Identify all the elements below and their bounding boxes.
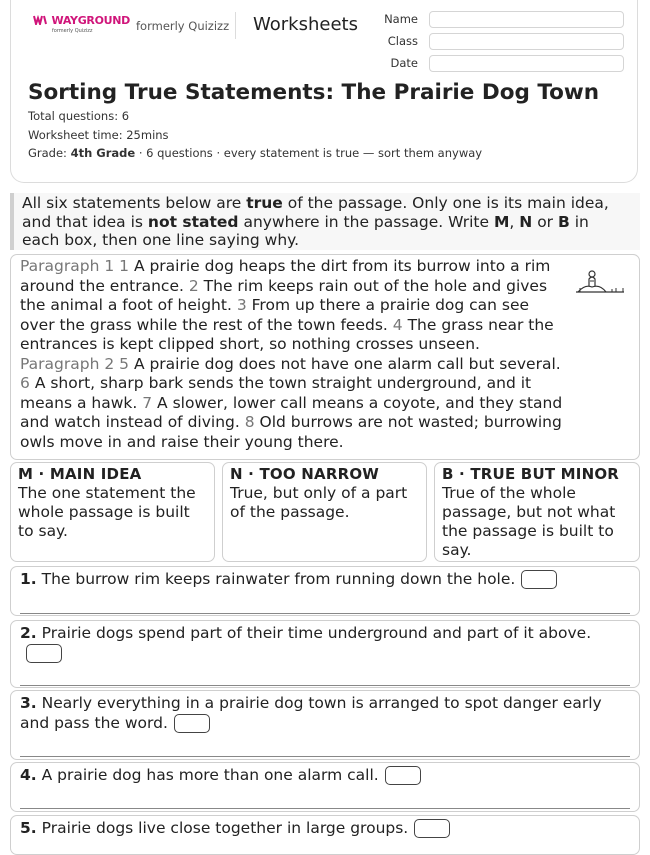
sentence-number: 8 (244, 413, 255, 431)
grade-line (28, 146, 482, 160)
instr-bold: not stated (147, 212, 239, 231)
wayground-logo (33, 14, 130, 34)
grade-prefix: Grade: (28, 146, 71, 160)
answer-box[interactable] (174, 714, 210, 733)
worksheet-time: Worksheet time: 25mins (28, 128, 169, 142)
class-field[interactable] (429, 33, 624, 50)
grade-suffix: · 6 questions · every statement is true — sort them anyway (135, 146, 483, 160)
key-card-main-idea (10, 462, 215, 562)
instr-text: anywhere in the passage. Write (238, 212, 494, 231)
sentence: A prairie dog does not have one alarm call but several. (133, 354, 561, 373)
question-number: 4. (20, 766, 37, 784)
answer-box[interactable] (414, 819, 450, 838)
formerly-label: formerly Quizizz (136, 19, 230, 33)
sentence: A prairie dog heaps the dirt from its burrow into a rim around the entrance. (20, 257, 551, 295)
grade-value: 4th Grade (70, 146, 136, 160)
answer-box[interactable] (521, 570, 557, 589)
name-label: Name (384, 12, 418, 26)
sentence: Old burrows are not wasted; burrowing owls move in and raise their young there. (20, 413, 562, 451)
answer-line[interactable] (20, 808, 630, 809)
question-statement: Prairie dogs live close together in large groups. (41, 819, 409, 837)
worksheets-label: Worksheets (253, 14, 358, 35)
sentence-number: 3 (236, 296, 247, 314)
paragraph-label: Paragraph 1 (20, 257, 115, 275)
key-description: True of the whole passage, but not what the passage is built to say. (442, 484, 616, 559)
logo-subtext: formerly Quizizz (52, 28, 93, 34)
answer-box[interactable] (385, 766, 421, 785)
question-text (20, 765, 620, 785)
key-description: True, but only of a part of the passage. (230, 484, 408, 521)
question-text (20, 693, 620, 733)
question-statement: The burrow rim keeps rainwater from running down the hole. (41, 570, 516, 588)
answer-line[interactable] (20, 685, 630, 686)
question-card (10, 762, 640, 812)
worksheet-title: Sorting True Statements: The Prairie Dog Town (28, 80, 600, 105)
header-divider (235, 12, 236, 39)
date-field[interactable] (429, 55, 624, 72)
answer-line[interactable] (20, 613, 630, 614)
passage-text (20, 257, 568, 452)
sentence-number: 1 (119, 257, 129, 275)
instr-text: , (509, 212, 520, 231)
instr-text: of the passage. Only one is its main idea, and that idea is (22, 194, 609, 231)
key-card-too-narrow (222, 462, 427, 562)
class-label: Class (387, 34, 418, 48)
date-label: Date (390, 56, 418, 70)
question-text (20, 569, 620, 589)
instr-bold: B (557, 212, 570, 231)
instr-text: or (532, 212, 558, 231)
question-card (10, 815, 640, 855)
answer-line[interactable] (20, 756, 630, 757)
sentence: The rim keeps rain out of the hole and gives the animal a foot of height. (20, 276, 548, 314)
instr-text: All six statements below are (22, 194, 247, 212)
question-statement: A prairie dog has more than one alarm call. (41, 766, 379, 784)
prairie-dog-mound-icon (574, 268, 626, 298)
question-number: 5. (20, 819, 37, 837)
logo-mark-icon (33, 14, 52, 27)
worksheet-header (10, 0, 638, 183)
question-number: 3. (20, 694, 37, 712)
key-title: N · TOO NARROW (230, 465, 380, 483)
question-text (20, 818, 620, 838)
key-title: B · TRUE BUT MINOR (442, 465, 620, 483)
question-card (10, 566, 640, 616)
answer-box[interactable] (26, 644, 62, 663)
question-text (20, 623, 620, 663)
sentence: From up there a prairie dog can see over the grass while the rest of the town feeds. (20, 296, 530, 334)
key-description: The one statement the whole passage is built to say. (18, 484, 196, 540)
passage-box (10, 254, 640, 460)
name-field[interactable] (429, 11, 624, 28)
sentence: The grass near the entrances is kept clipped short, so nothing crosses unseen. (20, 315, 554, 353)
question-statement: Nearly everything in a prairie dog town is arranged to spot danger early and pass the word. (20, 694, 602, 732)
key-title: M · MAIN IDEA (18, 465, 142, 483)
instr-bold: M (493, 212, 510, 231)
instructions-box (10, 193, 640, 250)
question-number: 1. (20, 570, 37, 588)
instr-bold: true (246, 194, 283, 212)
sentence: A slower, lower call means a coyote, and they stand and watch instead of diving. (20, 393, 563, 431)
sentence-number: 4 (392, 315, 403, 334)
question-statement: Prairie dogs spend part of their time underground and part of it above. (41, 624, 592, 642)
sentence-number: 6 (20, 374, 30, 392)
logo-text: WAYGROUND (51, 14, 131, 27)
question-card (10, 620, 640, 688)
sentence: A short, sharp bark sends the town straight underground, and it means a hawk. (20, 374, 532, 412)
instr-bold: N (519, 212, 533, 231)
total-questions: Total questions: 6 (28, 109, 130, 123)
question-card (10, 690, 640, 760)
question-number: 2. (20, 624, 37, 642)
paragraph-label: Paragraph 2 (20, 354, 115, 373)
sentence-number: 7 (142, 393, 153, 412)
sentence-number: 2 (188, 276, 199, 295)
sentence-number: 5 (119, 354, 129, 373)
instr-text: in each box, then one line saying why. (22, 212, 589, 249)
key-card-true-but-minor (434, 462, 640, 562)
